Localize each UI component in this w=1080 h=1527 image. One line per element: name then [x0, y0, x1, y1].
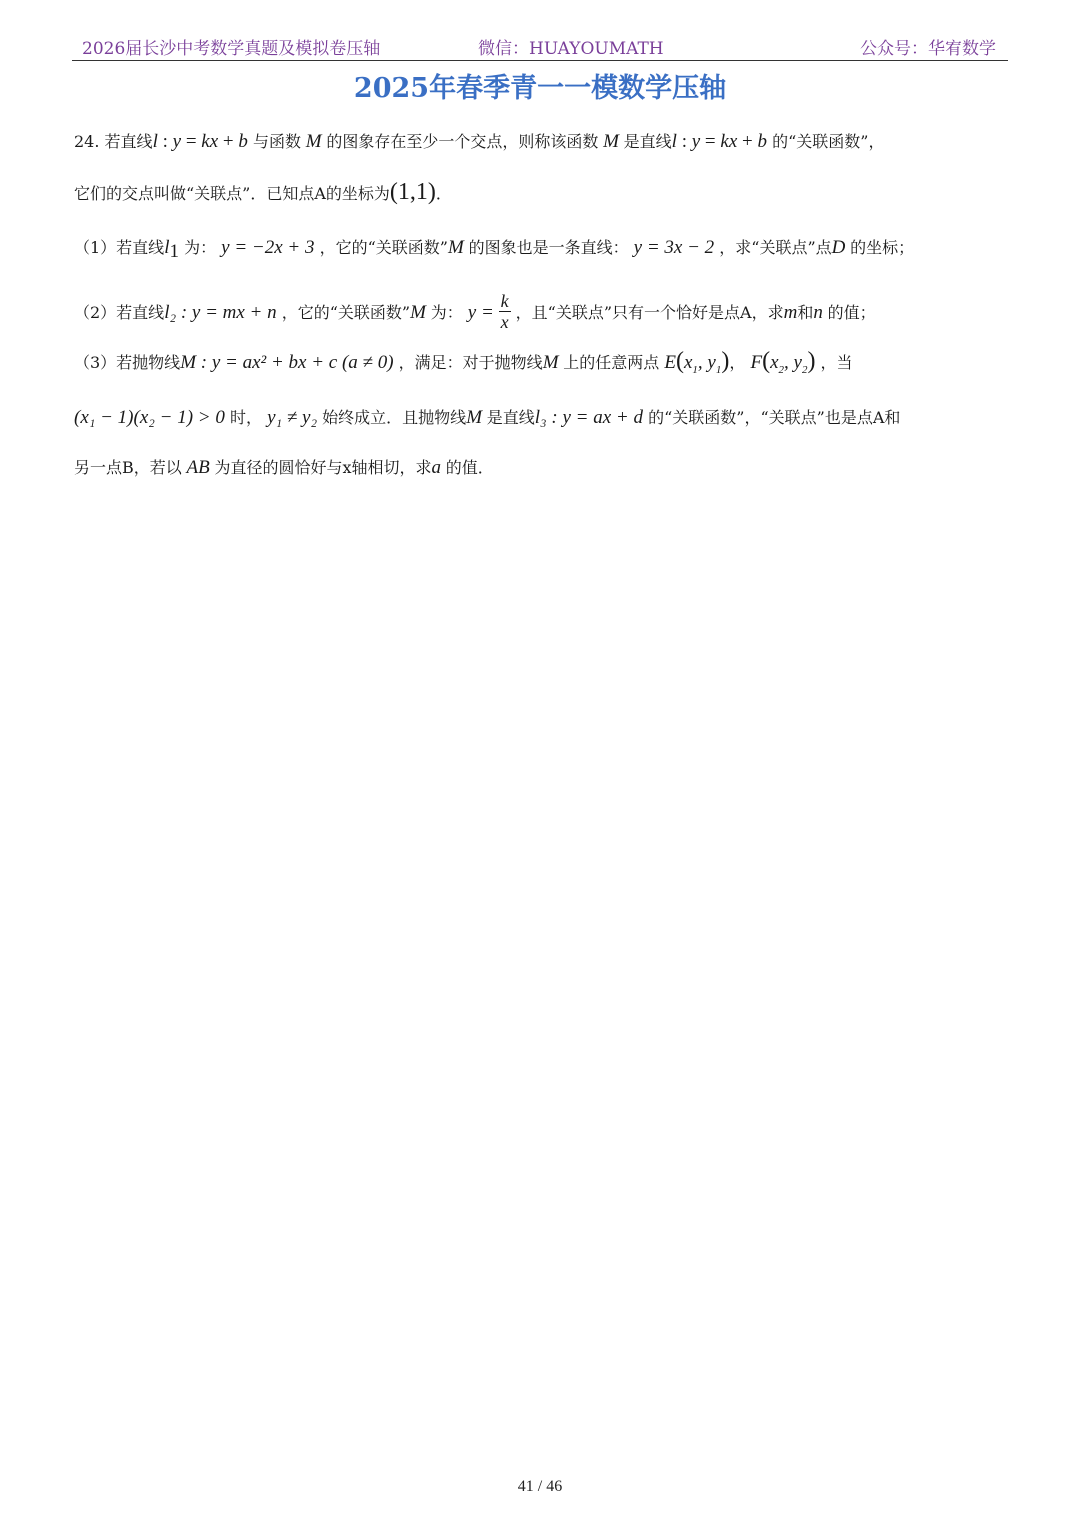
line-l1-equation: y = −2x + 3: [221, 237, 315, 258]
text: 上的任意两点: [563, 353, 660, 372]
part-3-line-2: (x₁ − 1)(x₂ − 1) > 0 时， y₁ ≠ y₂ 始终成立．且抛物线M 是直线l₃ : y = ax + d 的“关联函数”，“关联点”也是点A和: [74, 407, 901, 428]
part-3-line-1: （3）若抛物线M : y = ax² + bx + c (a ≠ 0) ，满足：对于抛物线M 上的任意两点 $E(x_1$, $y_1$)， $F(x_2$, $y_2$) ，当: [74, 348, 853, 376]
condition-inequality: (x₁ − 1)(x₂ − 1) > 0: [74, 407, 225, 428]
text: 的坐标；: [850, 238, 915, 257]
parabola-equation: M : y = ax² + bx + c (a ≠ 0): [180, 352, 394, 373]
point-e: $E(x_1$, $y_1$): [664, 348, 730, 376]
text: 始终成立．且抛物线: [322, 408, 467, 427]
header-wechat-text: 微信：HUAYOUMATH: [478, 39, 664, 59]
text: （1）若直线: [74, 238, 165, 257]
text: ，它的“关联函数”: [281, 302, 411, 322]
text: 另一点B，若以: [74, 458, 182, 477]
text: 是直线: [623, 132, 672, 151]
problem-number: 24.: [74, 132, 100, 151]
text: ，它的“关联函数”: [319, 238, 448, 257]
text: 的图象存在至少一个交点，则称该函数: [326, 132, 599, 151]
text: （2）若直线: [74, 302, 165, 322]
point-f: $F(x_2$, $y_2$): [750, 348, 816, 376]
point-a-coordinates: (1,1): [389, 179, 436, 205]
problem-intro-line-1: 24. 若直线l : y = kx + b 与函数 M 的图象存在至少一个交点，则称该函数 M 是直线l : y = kx + b 的“关联函数”，: [74, 131, 885, 152]
text: ，当: [820, 353, 853, 372]
text: 的图象也是一条直线：: [468, 238, 629, 257]
line-l3-equation: l₃ : y = ax + d: [534, 407, 644, 428]
text: 时，: [229, 408, 262, 427]
math-line-l: l: [152, 131, 158, 152]
part-1: （1）若直线$l_1$ 为： y = −2x + 3 ，它的“关联函数”M 的图象也是一条直线： y = 3x − 2 ，求“关联点”点D 的坐标；: [74, 237, 915, 263]
header-left-text: 2026届长沙中考数学真题及模拟卷压轴: [82, 39, 381, 59]
text: ，求“关联点”点: [719, 238, 832, 257]
page-header: [72, 30, 1008, 61]
text: 和: [797, 302, 814, 322]
text: ，且“关联点”只有一个恰好是点A，求: [515, 302, 784, 322]
text: 为：: [430, 302, 463, 322]
page-number: 41 / 46: [517, 1478, 563, 1495]
line-l2-equation: l₂ : y = mx + n: [164, 301, 277, 323]
function-m-equation: y = 3x − 2: [633, 237, 715, 258]
text: 与函数: [252, 132, 301, 151]
text: 若直线: [104, 132, 153, 151]
text: 的“关联函数”，: [772, 132, 885, 151]
page-title: 2025年春季青一一模数学压轴: [353, 73, 727, 104]
text: （3）若抛物线: [74, 353, 181, 372]
text: 的值．: [445, 458, 494, 477]
part-3-line-3: 另一点B，若以 AB 为直径的圆恰好与x轴相切，求a 的值．: [74, 457, 494, 478]
y-not-equal: y₁ ≠ y₂: [267, 407, 318, 428]
text: 的值；: [827, 302, 876, 322]
text: 它们的交点叫做“关联点”．已知点A的坐标为: [74, 184, 390, 203]
text: 为直径的圆恰好与x轴相切，求: [214, 458, 432, 477]
header-account-text: 公众号：华宥数学: [860, 39, 996, 59]
text: 是直线: [486, 408, 535, 427]
part-2: （2）若直线l₂ : y = mx + n ，它的“关联函数”M 为： y = $\frac{k}{x}$ ，且“关联点”只有一个恰好是点A，求m和n 的值；: [74, 291, 876, 332]
inverse-function: y = $\frac{k}{x}$: [467, 291, 509, 332]
text: ，满足：对于抛物线: [398, 353, 543, 372]
text: 的“关联函数”，“关联点”也是点A和: [648, 408, 901, 427]
problem-intro-line-2: 它们的交点叫做“关联点”．已知点A的坐标为(1,1)．: [74, 179, 452, 205]
text: 为：: [184, 238, 217, 257]
